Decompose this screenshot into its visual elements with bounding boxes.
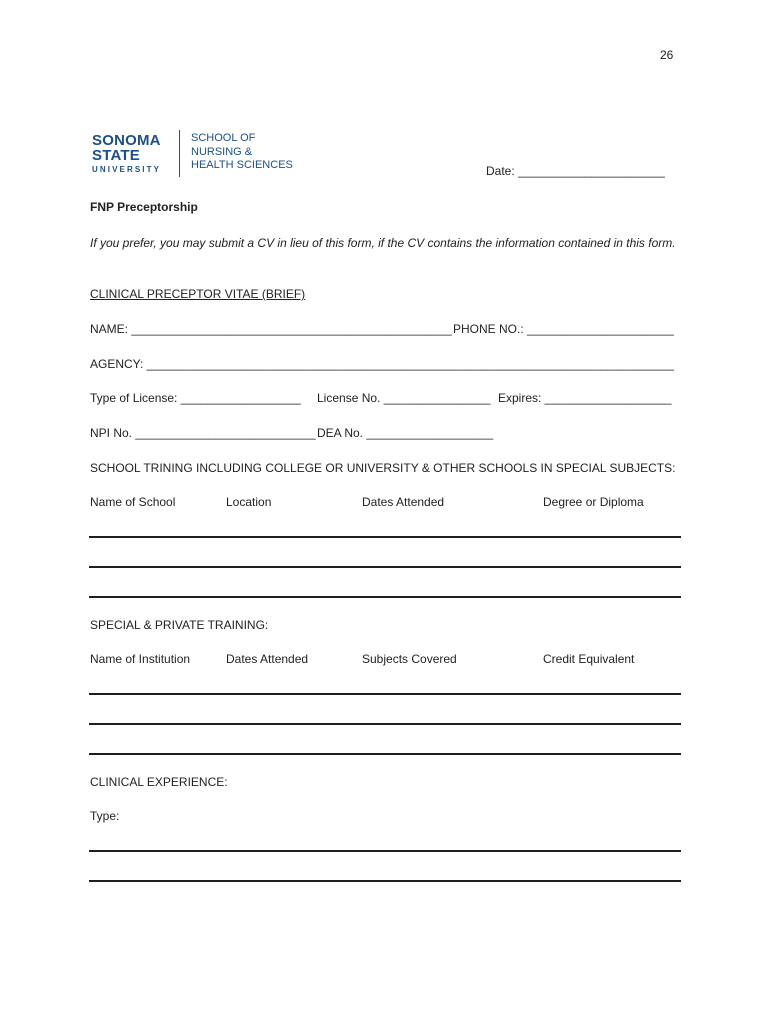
logo-school-line-1: SCHOOL OF <box>191 132 256 144</box>
logo-school-name <box>191 132 293 173</box>
section-vitae-heading: CLINICAL PRECEPTOR VITAE (BRIEF) <box>90 287 306 301</box>
special-col-subjects: Subjects Covered <box>362 652 457 666</box>
school-col-degree: Degree or Diploma <box>543 495 644 509</box>
logo-divider <box>179 130 180 177</box>
special-entry-line-3[interactable] <box>89 753 681 755</box>
expires-field[interactable]: Expires: ___________________ <box>498 391 672 405</box>
logo-line-2: STATE <box>92 147 140 164</box>
school-col-location: Location <box>226 495 272 509</box>
school-entry-line-3[interactable] <box>89 596 681 598</box>
phone-field[interactable]: PHONE NO.: ______________________ <box>453 322 674 336</box>
logo-line-1: SONOMA <box>92 132 161 149</box>
clinical-entry-line-2[interactable] <box>89 880 681 882</box>
logo-school-line-3: HEALTH SCIENCES <box>191 159 293 171</box>
school-col-dates: Dates Attended <box>362 495 445 509</box>
clinical-entry-line-1[interactable] <box>89 850 681 852</box>
agency-field[interactable]: AGENCY: _______________________________________________________________________________ <box>90 357 674 371</box>
license-type-field[interactable]: Type of License: __________________ <box>90 391 301 405</box>
logo-line-3: UNIVERSITY <box>92 165 162 174</box>
page-number: 26 <box>660 48 674 62</box>
license-number-field[interactable]: License No. ________________ <box>317 391 491 405</box>
dea-field[interactable]: DEA No. ___________________ <box>317 426 494 440</box>
special-col-credit: Credit Equivalent <box>543 652 635 666</box>
special-training-heading: SPECIAL & PRIVATE TRAINING: <box>90 618 269 632</box>
logo-school-line-2: NURSING & <box>191 145 253 158</box>
npi-field[interactable]: NPI No. ___________________________ <box>90 426 316 440</box>
special-col-dates: Dates Attended <box>226 652 309 666</box>
special-entry-line-2[interactable] <box>89 723 681 725</box>
special-entry-line-1[interactable] <box>89 693 681 695</box>
special-col-institution: Name of Institution <box>90 652 191 666</box>
school-col-name: Name of School <box>90 495 176 509</box>
school-training-heading: SCHOOL TRINING INCLUDING COLLEGE OR UNIVERSITY & OTHER SCHOOLS IN SPECIAL SUBJECTS: <box>90 461 676 475</box>
school-entry-line-2[interactable] <box>89 566 681 568</box>
form-title: FNP Preceptorship <box>90 200 198 214</box>
school-entry-line-1[interactable] <box>89 536 681 538</box>
name-field[interactable]: NAME: ________________________________________________ <box>90 322 452 336</box>
date-field[interactable]: Date: ______________________ <box>486 164 665 178</box>
intro-text: If you prefer, you may submit a CV in lieu of this form, if the CV contains the information contained in this form. <box>90 236 676 250</box>
clinical-experience-heading: CLINICAL EXPERIENCE: <box>90 775 228 789</box>
clinical-type-label: Type: <box>90 809 120 823</box>
